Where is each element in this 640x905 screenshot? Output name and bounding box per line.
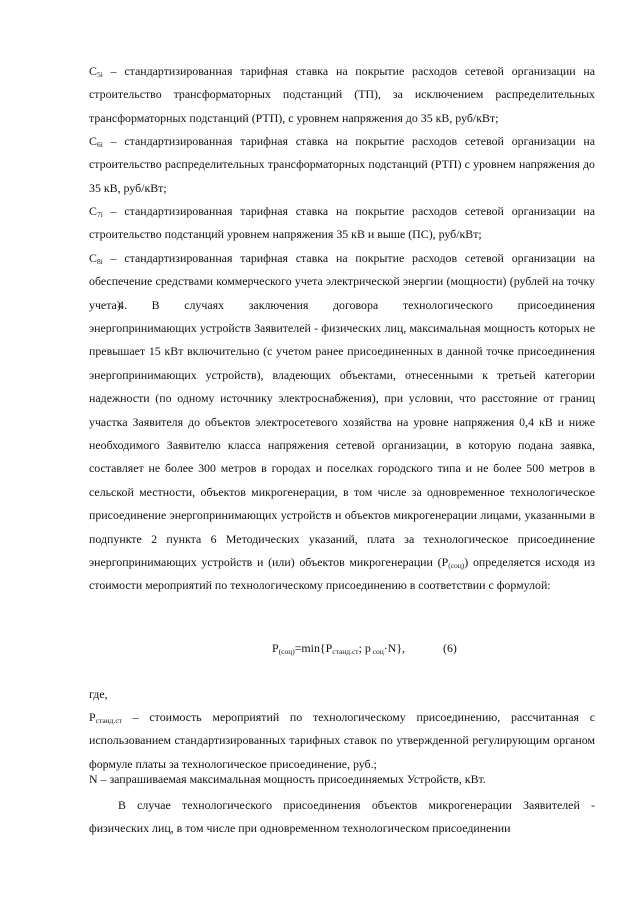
c5-text: – стандартизированная тарифная ставка на покрытие расходов сетевой организации на строительство трансформаторных подстанций (ТП), за исключением распределительных трансформаторных подстанций (РТП), с уровнем напряжения до 35 кВ, руб/кВт; <box>89 64 595 125</box>
c7-subscript: 7i <box>96 210 103 219</box>
where-label: где, <box>89 687 108 701</box>
c6-subscript: 6i <box>96 140 103 149</box>
c8-text: – стандартизированная тарифная ставка на покрытие расходов сетевой организации на обеспечение средствами коммерческого учета электрической энергии (мощности) (рублей на точку учета). <box>89 251 595 312</box>
c6-paragraph <box>89 130 595 200</box>
pstand-definition <box>89 706 595 776</box>
formula-body <box>272 637 405 660</box>
c5-paragraph <box>89 60 595 130</box>
item4-text-b: ) определяется исходя из стоимости мероприятий по технологическому присоединению в соответствии с формулой: <box>89 555 596 593</box>
n-definition: N – запрашиваемая максимальная мощность присоединяемых Устройств, кВт. <box>89 772 486 786</box>
c5-subscript: 5i <box>96 70 103 79</box>
item4-lead: 4. В случаях заключения договора технологического присоединения <box>118 298 595 312</box>
item4-subscript: (соц) <box>448 561 465 571</box>
pstand-text: – стоимость мероприятий по технологическому присоединению, рассчитанная с использованием стандартизированных тарифных ставок по утвержденной регулирующим органом формуле платы за технологическое присоединение, руб.; <box>89 710 595 771</box>
c6-symbol: C <box>89 134 97 148</box>
formula-semicolon: ; p <box>358 641 371 655</box>
formula-min: =min{P <box>294 641 333 655</box>
c8-subscript: 8i <box>96 257 103 266</box>
formula-tail: ·N}, <box>383 641 406 655</box>
item4-text-a: энергопринимающих устройств Заявителей - физических лиц, максимальная мощность которых не превышает 15 кВт включительно (с учетом ранее присоединенных в данной точке присоединения энергопринимающих устройств), владеющих объектами, отнесенными к третьей категории надежности (по одному источнику электроснабжения), при условии, что расстояние от границ участка Заявителя до объектов электросетевого хозяйства на уровне напряжения 0,4 кВ и ниже необходимого Заявителю класса напряжения сетевой организации, в которую подана заявка, составляет не более 300 метров в городах и поселках городского типа и не более 500 метров в сельской местности, объектов микрогенерации, в том числе за одновременное технологическое присоединение энергопринимающих устройств и объектов микрогенерации лицами, указанными в подпункте 2 пункта 6 Методических указаний, плата за технологическое присоединение энергопринимающих устройств и (или) объектов микрогенерации (P <box>89 321 595 570</box>
item4-paragraph <box>89 317 595 598</box>
formula-stand-sub: станд.ст <box>332 647 359 656</box>
pstand-subscript: станд.ст <box>95 716 122 725</box>
formula-soc-sub: соц <box>370 647 384 656</box>
pstand-symbol: P <box>89 710 96 724</box>
c7-paragraph <box>89 200 595 247</box>
c8-symbol: C <box>89 251 97 265</box>
c6-text: – стандартизированная тарифная ставка на покрытие расходов сетевой организации на строительство распределительных трансформаторных подстанций (РТП) с уровнем напряжения до 35 кВ, руб/кВт; <box>89 134 595 195</box>
formula-p-sub: (соц) <box>278 647 295 656</box>
last-paragraph: В случае технологического присоединения объектов микрогенерации Заявителей - физических лиц, в том числе при одновременном технологическом присоединении <box>89 798 595 836</box>
c7-text: – стандартизированная тарифная ставка на покрытие расходов сетевой организации на строительство подстанций уровнем напряжения 35 кВ и выше (ПС), руб/кВт; <box>89 204 595 242</box>
formula-number: (6) <box>443 641 457 655</box>
formula-p: P <box>272 641 279 655</box>
c5-symbol: C <box>89 64 97 78</box>
c7-symbol: C <box>89 204 97 218</box>
